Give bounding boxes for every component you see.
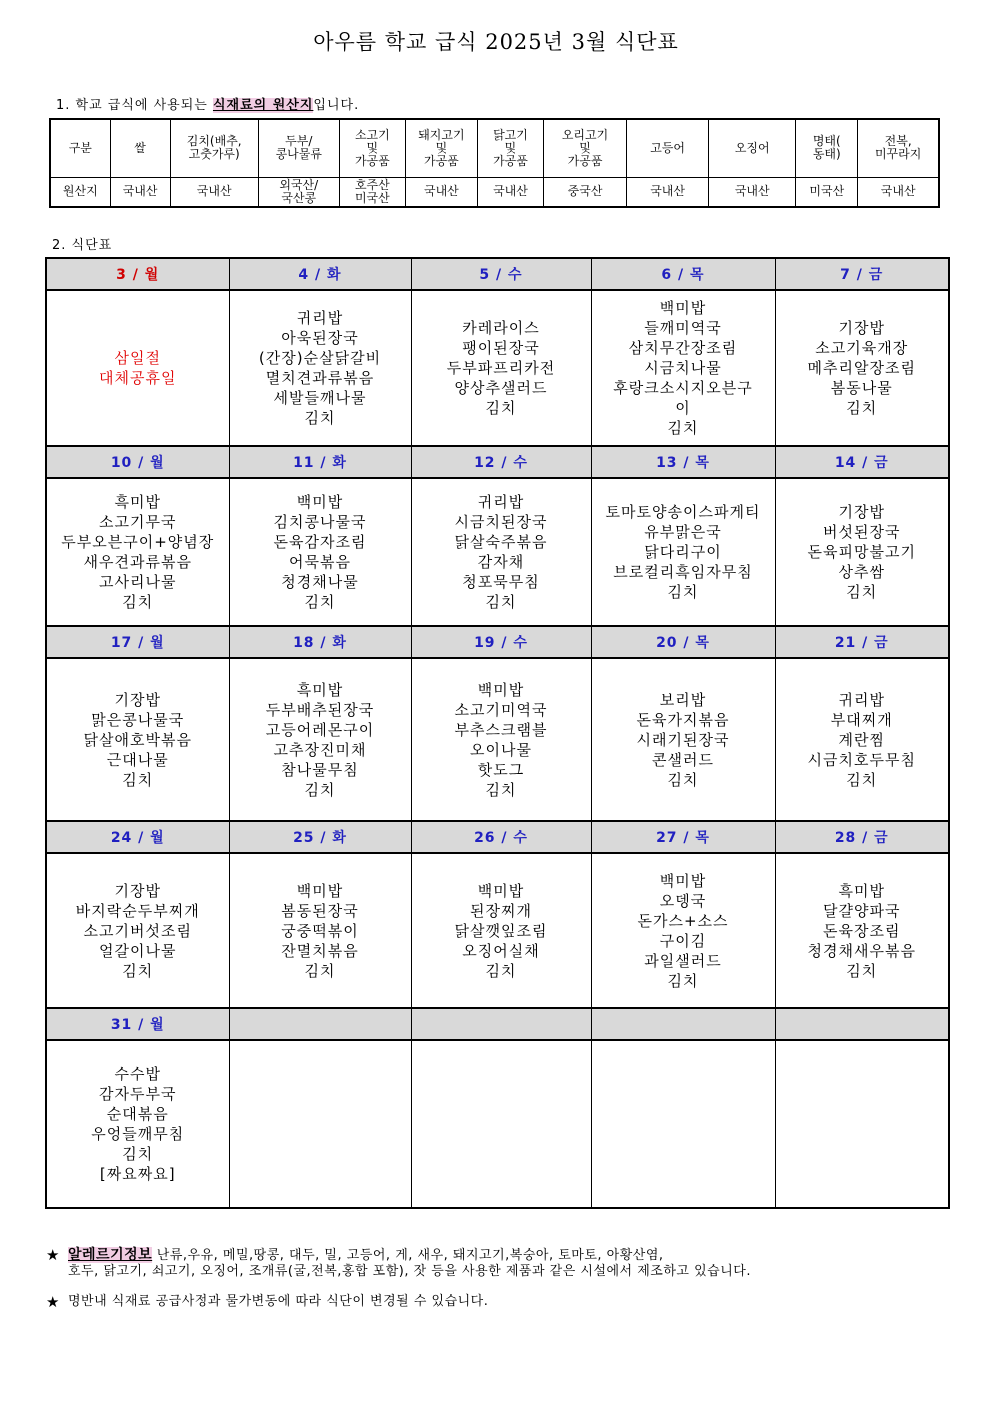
- day-header: 31 / 월: [46, 1008, 229, 1040]
- menu-item: 김치: [122, 770, 154, 789]
- origin-heading-suffix: 입니다.: [313, 98, 360, 113]
- menu-item: 맑은콩나물국: [91, 710, 185, 729]
- day-header: 3 / 월: [46, 258, 229, 290]
- menu-item: 김치: [122, 961, 154, 980]
- day-header: 4 / 화: [229, 258, 411, 290]
- day-header: 10 / 월: [46, 446, 229, 478]
- day-header: 19 / 수: [411, 626, 591, 658]
- menu-table: [45, 257, 950, 1209]
- menu-item: 멸치견과류볶음: [265, 369, 375, 387]
- menu-item: 흑미밥: [114, 493, 161, 511]
- day-header: 11 / 화: [229, 446, 411, 478]
- allergy-text: 난류,우유, 메밀,땅콩, 대두, 밀, 고등어, 게, 새우, 돼지고기,복숭아, 토마토, 아황산염,: [156, 1248, 664, 1263]
- holiday-text: 대체공휴일: [99, 369, 177, 387]
- menu-item: 소고기육개장: [815, 339, 909, 357]
- menu-item: 얼갈이나물: [99, 941, 177, 960]
- menu-item: 김치: [667, 971, 699, 990]
- menu-item: 소고기미역국: [454, 700, 548, 719]
- day-menu-cell: [46, 290, 229, 446]
- day-menu-cell: [46, 853, 229, 1008]
- menu-item: 김치: [485, 593, 517, 611]
- menu-item: 김치: [667, 583, 699, 601]
- menu-item: 청경채나물: [281, 573, 359, 591]
- day-menu-cell: [411, 478, 591, 626]
- day-header: [411, 1008, 591, 1040]
- menu-item: 버섯된장국: [823, 523, 901, 541]
- menu-item: 돈육가지볶음: [636, 710, 730, 729]
- menu-item: 김치: [304, 409, 336, 427]
- notes: [46, 1247, 946, 1324]
- menu-item: 김치콩나물국: [273, 513, 367, 531]
- menu-item: 삼치무간장조림: [628, 339, 738, 357]
- menu-item: 보리밥: [659, 690, 707, 709]
- menu-item: 양상추샐러드: [454, 379, 548, 397]
- menu-item: 귀리밥: [477, 493, 525, 511]
- menu-item: 부추스크램블: [454, 720, 548, 739]
- menu-item: 흑미밥: [838, 881, 885, 900]
- origin-value-cell: 국내산: [627, 177, 709, 207]
- origin-value-cell: 국내산: [110, 177, 170, 207]
- menu-item: 김치: [667, 770, 699, 789]
- menu-item: 부대찌개: [830, 710, 893, 729]
- origin-header-cell: 돼지고기 및 가공품: [405, 119, 477, 177]
- day-header: 14 / 금: [775, 446, 949, 478]
- origin-value-cell: 국내산: [709, 177, 796, 207]
- origin-header-cell: 오징어: [709, 119, 796, 177]
- menu-row: [46, 478, 949, 626]
- menu-item: 흑미밥: [296, 680, 344, 699]
- origin-header-cell: 쌀: [110, 119, 170, 177]
- origin-values-row: [50, 177, 939, 207]
- allergy-label: 알레르기정보: [68, 1247, 153, 1263]
- menu-item: [짜요짜요]: [99, 1165, 176, 1183]
- menu-item: 근대나물: [106, 750, 169, 769]
- day-header: 18 / 화: [229, 626, 411, 658]
- menu-item: 세발들깨나물: [273, 389, 367, 407]
- day-menu-cell: [229, 478, 411, 626]
- day-menu-cell: [775, 1040, 949, 1208]
- day-header: 7 / 금: [775, 258, 949, 290]
- menu-item: 달걀양파국: [823, 901, 901, 920]
- menu-item: 상추쌈: [838, 563, 885, 581]
- star-icon: ★: [46, 1246, 60, 1264]
- origin-header-cell: 오리고기 및 가공품: [544, 119, 627, 177]
- menu-row: [46, 290, 949, 446]
- day-header: 5 / 수: [411, 258, 591, 290]
- day-header: 17 / 월: [46, 626, 229, 658]
- menu-row: [46, 1040, 949, 1208]
- allergy-note: [46, 1247, 946, 1280]
- menu-item: 시래기된장국: [636, 730, 730, 749]
- menu-item: 참나물무침: [281, 760, 359, 779]
- menu-item: 오징어실채: [462, 941, 540, 960]
- menu-item: 기장밥: [114, 690, 161, 709]
- menu-item: 구이김: [659, 931, 707, 950]
- origin-heading-highlight: 식재료의 원산지: [212, 98, 314, 113]
- menu-item: 김치: [846, 399, 878, 417]
- menu-item: 김치: [846, 770, 878, 789]
- day-header-row: [46, 626, 949, 658]
- change-note: [46, 1294, 946, 1310]
- menu-item: 돈육피망불고기: [807, 543, 916, 561]
- menu-item: 고추장진미채: [273, 740, 367, 759]
- page-title: 아우름 학교 급식 2025년 3월 식단표: [313, 30, 679, 54]
- day-menu-cell: [411, 1040, 591, 1208]
- menu-item: 감자두부국: [99, 1085, 177, 1103]
- day-menu-cell: [591, 1040, 775, 1208]
- day-menu-cell: [46, 1040, 229, 1208]
- menu-item: 닭다리구이: [644, 543, 722, 561]
- day-header-row: [46, 258, 949, 290]
- menu-item: 감자채: [477, 553, 525, 571]
- day-header: 13 / 목: [591, 446, 775, 478]
- menu-item: 김치: [122, 593, 154, 611]
- menu-item: 김치: [304, 961, 336, 980]
- day-menu-cell: [229, 853, 411, 1008]
- origin-header-cell: 명태( 동태): [796, 119, 858, 177]
- day-menu-cell: [591, 478, 775, 626]
- day-header: [591, 1008, 775, 1040]
- day-menu-cell: [591, 290, 775, 446]
- allergy-text-2: 호두, 닭고기, 쇠고기, 오징어, 조개류(굴,전복,홍합 포함), 잣 등을 사용한 제품과 같은 시설에서 제조하고 있습니다.: [68, 1264, 751, 1279]
- day-header: 21 / 금: [775, 626, 949, 658]
- menu-item: 두부오븐구이+양념장: [61, 533, 215, 551]
- menu-item: 두부배추된장국: [265, 700, 375, 719]
- origin-value-cell: 중국산: [544, 177, 627, 207]
- menu-item: 이: [675, 399, 691, 417]
- menu-item: 백미밥: [477, 680, 525, 699]
- menu-item: 브로컬리흑임자무침: [613, 563, 753, 581]
- menu-item: 닭살깻잎조림: [454, 921, 548, 940]
- menu-item: 돈육장조림: [823, 921, 901, 940]
- origin-value-cell: 외국산/ 국산콩: [258, 177, 339, 207]
- origin-section-heading: [56, 94, 359, 113]
- menu-item: 김치: [485, 780, 517, 799]
- origin-value-cell: 국내산: [477, 177, 543, 207]
- origin-header-cell: 소고기 및 가공품: [339, 119, 405, 177]
- menu-item: 백미밥: [659, 871, 707, 890]
- menu-item: 기장밥: [838, 503, 885, 521]
- menu-item: 김치: [846, 583, 878, 601]
- day-menu-cell: [591, 853, 775, 1008]
- menu-item: 돈가스+소스: [637, 911, 729, 930]
- menu-item: 봄동나물: [830, 379, 893, 397]
- day-menu-cell: [591, 658, 775, 821]
- menu-item: 기장밥: [838, 319, 885, 337]
- menu-item: 고사리나물: [99, 573, 177, 591]
- menu-item: 두부파프리카전: [446, 359, 556, 377]
- holiday-text: 삼일절: [114, 349, 161, 367]
- menu-item: 순대볶음: [106, 1105, 169, 1123]
- menu-item: 소고기버섯조림: [83, 921, 192, 940]
- origin-value-cell: 원산지: [50, 177, 110, 207]
- day-header-row: [46, 821, 949, 853]
- day-header-row: [46, 446, 949, 478]
- menu-item: 닭살숙주볶음: [454, 533, 548, 551]
- menu-item: 궁중떡볶이: [281, 921, 359, 940]
- menu-item: 돈육감자조림: [273, 533, 367, 551]
- day-header-row: [46, 1008, 949, 1040]
- menu-item: 시금치된장국: [454, 513, 548, 531]
- menu-item: 오이나물: [470, 740, 532, 759]
- menu-item: 수수밥: [114, 1065, 161, 1083]
- menu-row: [46, 853, 949, 1008]
- menu-item: 백미밥: [659, 299, 707, 317]
- origin-value-cell: 국내산: [170, 177, 258, 207]
- menu-item: 유부맑은국: [644, 523, 722, 541]
- origin-header-cell: 고등어: [627, 119, 709, 177]
- menu-item: 귀리밥: [296, 309, 344, 327]
- menu-item: 오뎅국: [659, 891, 707, 910]
- menu-item: 고등어레몬구이: [265, 720, 375, 739]
- menu-item: 김치: [485, 399, 517, 417]
- day-header: 20 / 목: [591, 626, 775, 658]
- day-header: 26 / 수: [411, 821, 591, 853]
- menu-item: (간장)순살닭갈비: [258, 349, 382, 367]
- day-menu-cell: [411, 853, 591, 1008]
- menu-item: 김치: [667, 419, 699, 437]
- menu-item: 카레라이스: [462, 319, 540, 337]
- menu-item: 청경채새우볶음: [807, 941, 916, 960]
- menu-item: 아욱된장국: [281, 329, 359, 347]
- day-menu-cell: [411, 658, 591, 821]
- menu-item: 김치: [304, 780, 336, 799]
- day-menu-cell: [775, 853, 949, 1008]
- menu-item: 콘샐러드: [652, 750, 714, 769]
- menu-item: 시금치나물: [644, 359, 722, 377]
- day-menu-cell: [229, 290, 411, 446]
- origin-header-cell: 전복, 미꾸라지: [858, 119, 939, 177]
- menu-item: 김치: [485, 961, 517, 980]
- menu-item: 메추리알장조림: [807, 359, 916, 377]
- origin-header-row: [50, 119, 939, 177]
- origin-header-cell: 구분: [50, 119, 110, 177]
- day-header: 12 / 수: [411, 446, 591, 478]
- day-menu-cell: [229, 658, 411, 821]
- menu-item: 핫도그: [477, 760, 525, 779]
- menu-item: 새우견과류볶음: [83, 553, 192, 571]
- menu-item: 시금치호두무침: [807, 750, 916, 769]
- menu-item: 김치: [122, 1145, 154, 1163]
- menu-item: 닭살애호박볶음: [83, 730, 192, 749]
- menu-item: 된장찌개: [470, 901, 532, 920]
- menu-row: [46, 658, 949, 821]
- origin-value-cell: 국내산: [405, 177, 477, 207]
- menu-item: 과일샐러드: [644, 951, 722, 970]
- menu-item: 김치: [304, 593, 336, 611]
- menu-item: 귀리밥: [838, 690, 885, 709]
- menu-item: 봄동된장국: [281, 901, 359, 920]
- menu-item: 토마토양송이스파게티: [605, 503, 761, 521]
- day-menu-cell: [775, 478, 949, 626]
- origin-heading-prefix: 1. 학교 급식에 사용되는: [56, 98, 213, 113]
- day-menu-cell: [775, 658, 949, 821]
- menu-item: 어묵볶음: [289, 553, 351, 571]
- origin-value-cell: 호주산 미국산: [339, 177, 405, 207]
- menu-item: 후랑크소시지오븐구: [613, 379, 753, 397]
- day-header: [775, 1008, 949, 1040]
- origin-table: [49, 118, 940, 208]
- star-icon: ★: [46, 1293, 60, 1311]
- menu-item: 기장밥: [114, 881, 161, 900]
- day-menu-cell: [775, 290, 949, 446]
- day-header: 25 / 화: [229, 821, 411, 853]
- origin-value-cell: 미국산: [796, 177, 858, 207]
- menu-item: 계란찜: [838, 730, 885, 749]
- menu-item: 청포묵무침: [462, 573, 540, 591]
- menu-item: 백미밥: [477, 881, 525, 900]
- day-header: 6 / 목: [591, 258, 775, 290]
- menu-item: 들깨미역국: [644, 319, 722, 337]
- origin-value-cell: 국내산: [858, 177, 939, 207]
- day-header: 24 / 월: [46, 821, 229, 853]
- menu-item: 소고기무국: [99, 513, 177, 531]
- menu-section-heading: 2. 식단표: [52, 238, 113, 253]
- day-header: 28 / 금: [775, 821, 949, 853]
- menu-item: 우엉들깨무침: [91, 1125, 185, 1143]
- day-header: [229, 1008, 411, 1040]
- menu-item: 팽이된장국: [462, 339, 540, 357]
- menu-item: 백미밥: [296, 493, 344, 511]
- menu-item: 김치: [846, 961, 878, 980]
- day-menu-cell: [229, 1040, 411, 1208]
- day-menu-cell: [46, 658, 229, 821]
- day-menu-cell: [411, 290, 591, 446]
- menu-item: 바지락순두부찌개: [75, 901, 200, 920]
- menu-item: 백미밥: [296, 881, 344, 900]
- origin-header-cell: 닭고기 및 가공품: [477, 119, 543, 177]
- change-notice-text: 명반내 식재료 공급사정과 물가변동에 따라 식단이 변경될 수 있습니다.: [68, 1294, 489, 1309]
- day-header: 27 / 목: [591, 821, 775, 853]
- origin-header-cell: 두부/ 콩나물류: [258, 119, 339, 177]
- origin-header-cell: 김치(배추, 고춧가루): [170, 119, 258, 177]
- menu-item: 잔멸치볶음: [281, 941, 359, 960]
- day-menu-cell: [46, 478, 229, 626]
